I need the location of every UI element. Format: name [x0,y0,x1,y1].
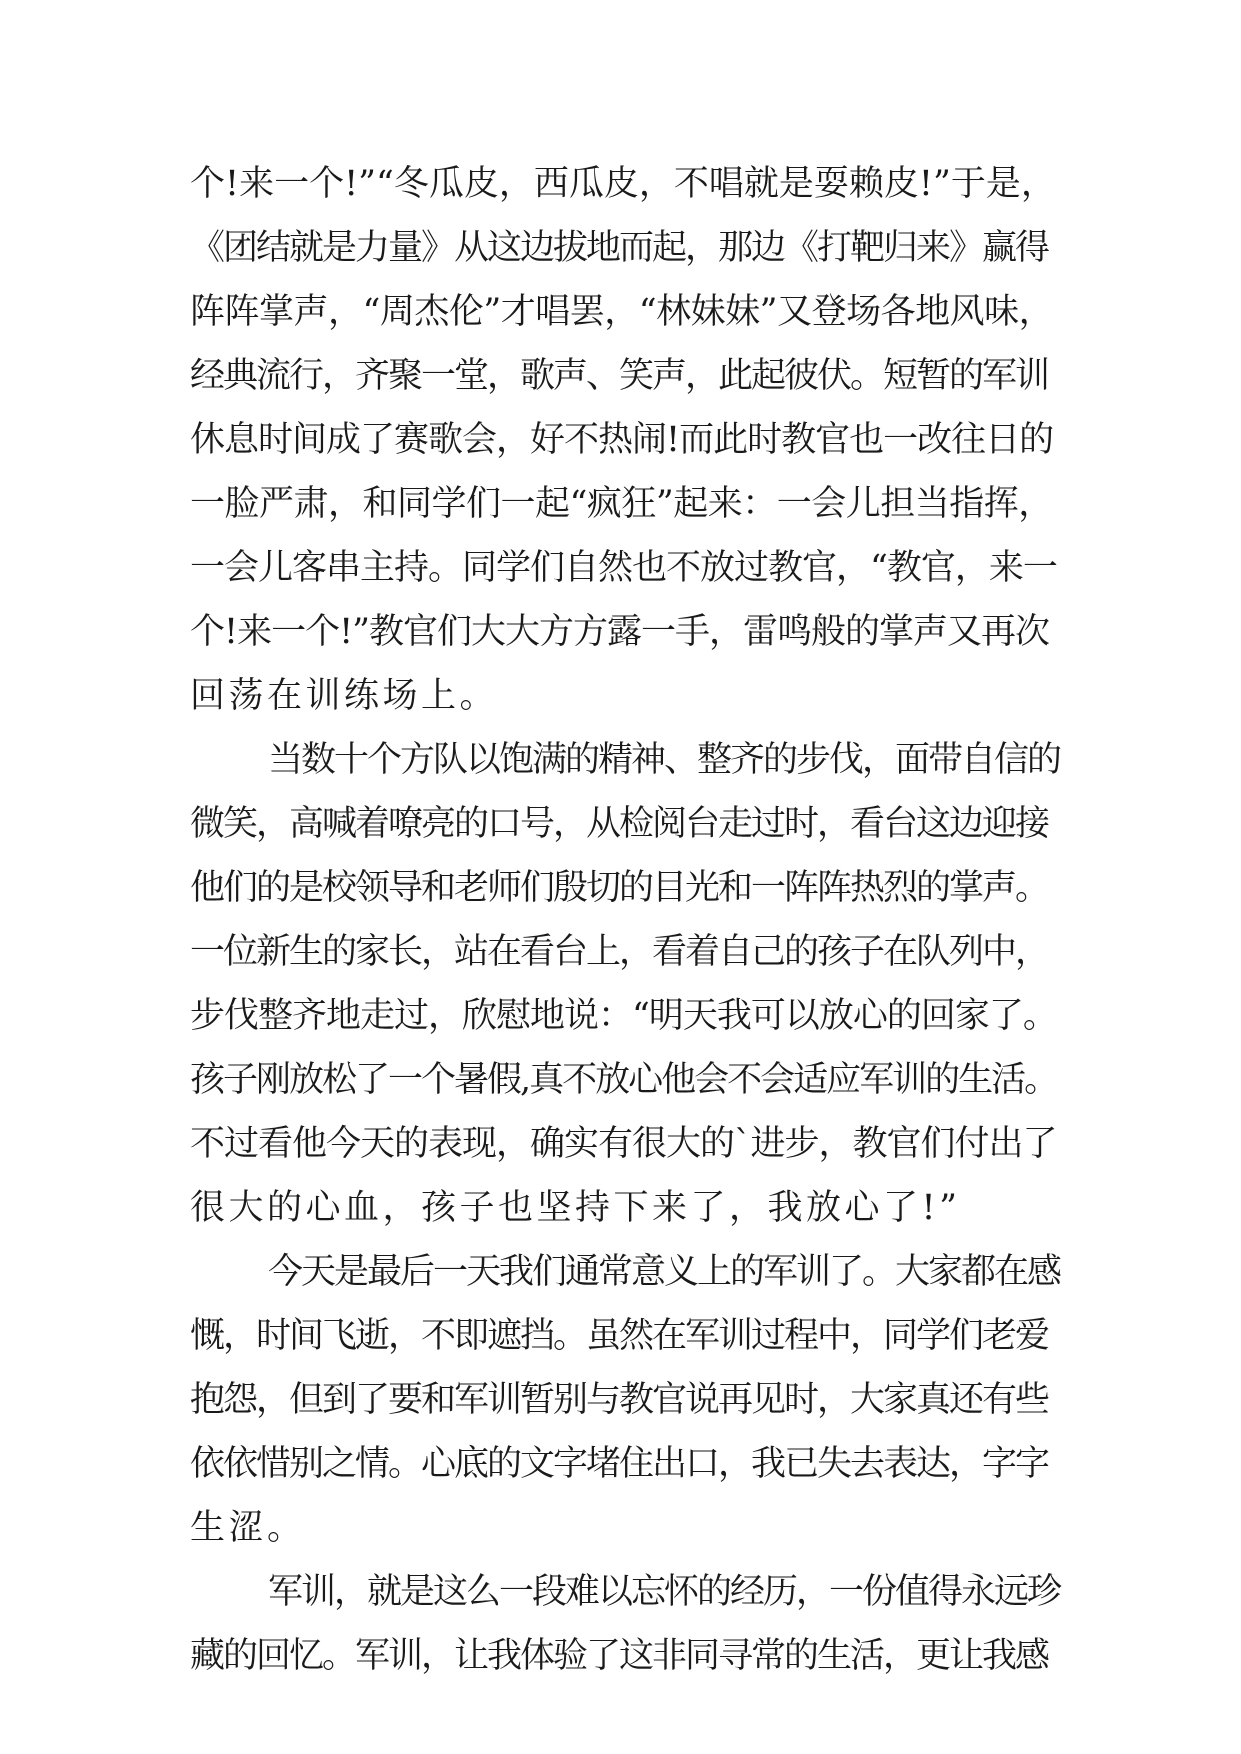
text-line: 当数十个方队以饱满的精神、整齐的步伐，面带自信的 [268,740,1061,780]
text-line: 步伐整齐地走过，欣慰地说：“明天我可以放心的回家了。 [190,996,1057,1036]
paragraph [190,1240,1060,1560]
text-line: 今天是最后一天我们通常意义上的军训了。大家都在感 [268,1252,1061,1292]
text-line: 依依惜别之情。心底的文字堵住出口，我已失去表达，字字 [190,1444,1049,1484]
text-line: 孩子刚放松了一个暑假,真不放心他会不会适应军训的生活。 [190,1060,1058,1100]
text-line: 生涩。 [190,1508,306,1548]
text-line: 很大的心血，孩子也坚持下来了，我放心了!” [190,1188,961,1228]
paragraph [190,152,1060,728]
paragraph [190,1560,1060,1688]
text-line: 一位新生的家长，站在看台上，看着自己的孩子在队列中， [190,932,1049,972]
text-line: 微笑，高喊着嘹亮的口号，从检阅台走过时，看台这边迎接 [190,804,1049,844]
text-line: 藏的回忆。军训，让我体验了这非同寻常的生活，更让我感 [190,1636,1049,1676]
text-line: 阵阵掌声，“周杰伦”才唱罢，“林妹妹”又登场各地风味， [190,292,1054,332]
text-line: 一脸严肃，和同学们一起“疯狂”起来：一会儿担当指挥， [190,484,1053,524]
body-text [190,152,1060,1688]
text-line: 他们的是校领导和老师们殷切的目光和一阵阵热烈的掌声。 [190,868,1049,908]
text-line: 个!来一个!”教官们大大方方露一手，雷鸣般的掌声又再次 [190,612,1050,652]
paragraph [190,728,1060,1240]
text-line: 抱怨，但到了要和军训暂别与教官说再见时，大家真还有些 [190,1380,1049,1420]
text-line: 回荡在训练场上。 [190,676,499,716]
text-line: 慨，时间飞逝，不即遮挡。虽然在军训过程中，同学们老爱 [190,1316,1049,1356]
text-line: 个!来一个!”“冬瓜皮，西瓜皮，不唱就是耍赖皮!”于是， [190,164,1056,204]
text-line: 军训，就是这么一段难以忘怀的经历，一份值得永远珍 [268,1572,1061,1612]
text-line: 一会儿客串主持。同学们自然也不放过教官，“教官，来一 [190,548,1057,588]
text-line: 《团结就是力量》从这边拔地而起，那边《打靶归来》赢得 [190,228,1049,268]
text-line: 休息时间成了赛歌会，好不热闹!而此时教官也一改往日的 [190,420,1054,460]
text-line: 不过看他今天的表现，确实有很大的`进步，教官们付出了 [190,1124,1057,1164]
text-line: 经典流行，齐聚一堂，歌声、笑声，此起彼伏。短暂的军训 [190,356,1049,396]
